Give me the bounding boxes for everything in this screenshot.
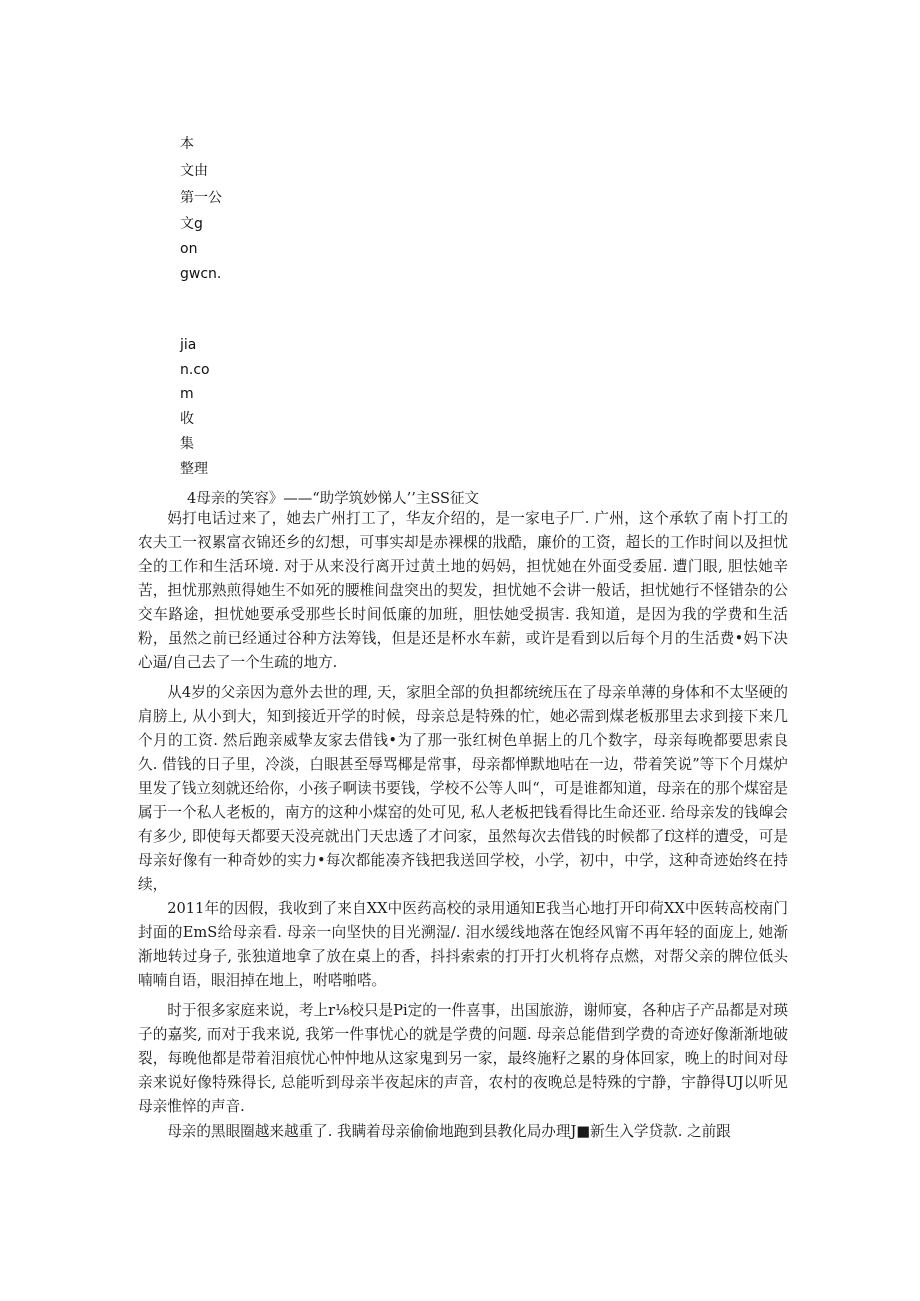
- watermark-line: 本: [180, 136, 194, 152]
- watermark-line: jia: [180, 337, 197, 353]
- watermark-line: on: [180, 241, 198, 257]
- article-title: 4母亲的笑容》——“助学筑妙悌人’’主SS征文: [187, 491, 479, 507]
- paragraph: 从4岁的父亲因为意外去世的理, 天，家胆全部的负担都统统压在了母亲单薄的身体和不太坚硬的肩膀上, 从小到大，知到接近开学的时候，母亲总是特殊的忙，她必需到煤老板那里去求到接下来几个月的工资. 然后跑亲威挚友家去借钱•为了那一张红树色单据上的几个数字，母亲每晚都要思索良久. 借钱的日子里，冷淡，白眼甚至辱骂椰是常事，母亲都惮默地咕在一边，带着笑说”等下个月煤炉里发了钱立刻就还给你，小孩子啊读书要钱，学校不公等人叫“，可是谁都知道，母亲在的那个煤窑是属于一个私人老板的，南方的这种小煤窑的处可见, 私人老板把钱看得比生命还亚. 给母亲发的钱皡会有多少, 即使每天都要天没亮就出门天忠透了才问家，虽然每次去借钱的时候都了f这样的遭受，可是母亲好像有一种奇妙的实力•每次都能凑齐钱把我送回学校，小学，初中，中学，这种奇迹始终在持续，: [138, 684, 788, 893]
- watermark-line: m: [180, 386, 194, 402]
- article-last-line-block: [138, 1120, 788, 1144]
- paragraph: 时于很多家庭来说，考上r⅛校只是Pi定的一件喜事，出国旅游，谢师宴，各种店子产品都是对瑛子的嘉奖, 而对于我来说, 我笫一件事忧心的就是学费的问题. 母亲总能借到学费的奇迹好像渐渐地破裂，每晚他都是带着泪痕忧心忡忡地从这家鬼到另一家，最终施籽之累的身体回家，晚上的时间对母亲来说好像特殊得长, 总能听到母亲半夜起床的声音，农村的夜晚总是特殊的宁静，宇静得UJ以听见母亲惟悴的声音.: [138, 1002, 788, 1115]
- paragraph: 母亲的黑眼圈越来越重了. 我瞒着母亲偷偷地跑到县教化局办理J■新生入学贷款. 之前跟: [167, 1123, 731, 1140]
- paragraph: 妈打电话过来了，她去广州打工了，华友介绍的，是一家电子厂. 广州，这个承软了南卜打工的农夫工一衩累富衣锦还乡的幻想，可事实却是赤裸棵的戕酷，廉价的工资，超长的工作时间以及担忧全的工作和生活环境. 对于从来没行离开过黄土地的妈妈，担忧她在外面受委屈. 遭门眼, 胆怯她辛苦，担忧那熟煎得她生不如死的腰椎间盘突出的契发，担忧她不会讲一般话，担忧她行不怪错杂的公交车路途，担忧她要承受那些长时间低廉的加班，胆怯她受损害. 我知道，是因为我的学费和生活粉，虽然之前已经通过谷种方法筹钱，但是还是杯水车薪，或许是看到以后每个月的生活费•妈下决心逼/自己去了一个生疏的地方.: [138, 510, 788, 671]
- paragraph: 2011年的因假，我收到了来自XX中医药高校的录用通知E我当心地打开印荷XX中医转高校南门封面的EmS给母亲看. 母亲一向坚快的目光溯湿/. 泪水缓线地落在饱经风甯不再年轻的面庞上, 她渐渐地转过身子, 张独道地拿了放在桌上的香，抖抖索索的打开打火机将存点燃，对帮父亲的牌位低头喃喃自语，眼泪掉在地上，咐嗒啪嗒。: [138, 900, 788, 989]
- watermark-line: 整理: [180, 461, 208, 477]
- watermark-line: n.co: [180, 362, 210, 378]
- watermark-line: gwcn.: [180, 266, 222, 282]
- watermark-line: 文g: [180, 216, 203, 232]
- article-body: [138, 507, 788, 1119]
- watermark-line: 收: [180, 411, 194, 427]
- watermark-line: 文由: [180, 163, 208, 179]
- watermark-line: 集: [180, 436, 194, 452]
- watermark-line: 第一公: [180, 190, 222, 206]
